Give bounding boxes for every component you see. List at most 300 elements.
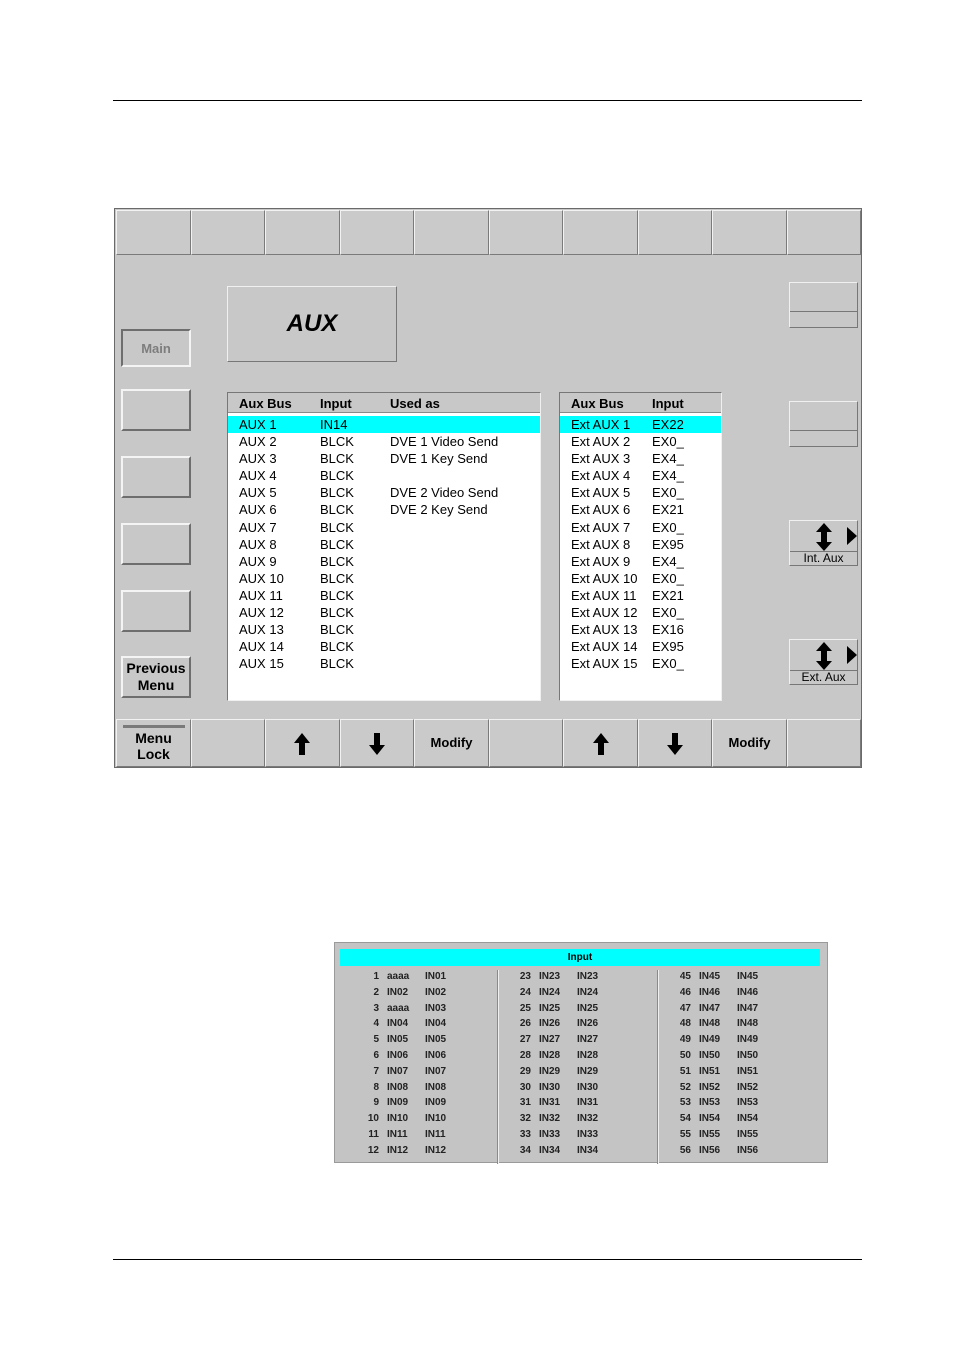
input-entry[interactable]	[665, 1096, 805, 1112]
int-aux-label: Int. Aux	[803, 551, 844, 565]
input-short-name: IN25	[539, 1002, 561, 1014]
ext-aux-row[interactable]	[560, 638, 721, 655]
top-soft-button-10[interactable]	[787, 210, 862, 255]
ext-aux-row[interactable]	[560, 416, 721, 433]
input-entry[interactable]	[353, 1017, 493, 1033]
input-long-name: IN50	[737, 1049, 759, 1061]
ext-input-cell: EX22	[652, 417, 684, 432]
input-number: 12	[367, 1144, 379, 1156]
aux-bus-cell: AUX 15	[239, 656, 284, 672]
ext-aux-row[interactable]	[560, 587, 721, 604]
used-as-cell: DVE 1 Video Send	[390, 434, 499, 450]
input-number: 2	[373, 986, 379, 998]
input-number: 28	[519, 1049, 531, 1061]
ext-aux-row[interactable]	[560, 450, 721, 467]
input-number: 33	[519, 1128, 531, 1140]
input-short-name: IN31	[539, 1097, 561, 1109]
ext-input-cell: EX0_	[652, 570, 684, 586]
int-scroll-up-button[interactable]	[265, 719, 340, 767]
ext-input-cell: EX95	[652, 536, 684, 552]
input-entry[interactable]	[665, 1144, 805, 1160]
input-entry[interactable]	[353, 1065, 493, 1081]
ext-aux-label: Ext. Aux	[801, 670, 846, 684]
input-number: 4	[373, 1018, 379, 1030]
int-aux-row[interactable]	[228, 536, 540, 553]
input-long-name: IN12	[425, 1144, 447, 1156]
input-long-name: IN09	[425, 1097, 447, 1109]
input-column-3	[665, 970, 805, 1160]
ext-aux-bus-cell: Ext AUX 1	[571, 417, 631, 432]
input-entry[interactable]	[353, 1144, 493, 1160]
input-number: 5	[373, 1034, 379, 1046]
input-number: 34	[519, 1144, 531, 1156]
ext-input-cell: EX21	[652, 502, 684, 518]
input-cell: BLCK	[320, 639, 354, 655]
int-aux-list[interactable]	[227, 392, 541, 701]
input-long-name: IN45	[737, 971, 759, 982]
ext-aux-row[interactable]	[560, 519, 721, 536]
int-aux-row[interactable]	[228, 416, 540, 433]
input-cell: BLCK	[320, 587, 354, 603]
main-button-label: Main	[141, 340, 171, 356]
ext-input-cell: EX0_	[652, 605, 684, 621]
input-long-name: IN54	[737, 1113, 759, 1125]
aux-bus-cell: AUX 8	[239, 536, 277, 552]
input-short-name: IN24	[539, 986, 561, 998]
input-long-name: IN48	[737, 1018, 759, 1030]
ext-aux-row[interactable]	[560, 484, 721, 501]
input-short-name: IN08	[387, 1081, 409, 1093]
input-long-name: IN02	[425, 986, 447, 998]
arrow-down-icon	[667, 733, 683, 755]
input-entry[interactable]	[505, 1081, 645, 1097]
input-column-2	[505, 970, 645, 1160]
input-short-name: IN29	[539, 1065, 561, 1077]
input-short-name: IN52	[699, 1081, 721, 1093]
ext-input-cell: EX0_	[652, 485, 684, 501]
input-cell: BLCK	[320, 451, 354, 467]
input-number: 46	[679, 986, 691, 998]
int-modify-button[interactable]	[414, 719, 489, 767]
input-long-name: IN47	[737, 1002, 759, 1014]
input-short-name: IN53	[699, 1097, 721, 1109]
input-short-name: IN05	[387, 1034, 409, 1046]
input-number: 3	[373, 1002, 379, 1014]
input-long-name: IN56	[737, 1144, 759, 1156]
input-long-name: IN51	[737, 1065, 759, 1077]
ext-input-cell: EX0_	[652, 656, 684, 672]
input-entry[interactable]	[505, 986, 645, 1002]
input-column-1	[353, 970, 493, 1160]
input-short-name: IN46	[699, 986, 721, 998]
ext-aux-bus-cell: Ext AUX 15	[571, 656, 638, 672]
ext-scroll-up-button[interactable]	[563, 719, 638, 767]
ext-aux-bus-cell: Ext AUX 3	[571, 451, 631, 467]
aux-bus-cell: AUX 7	[239, 519, 277, 535]
input-entry[interactable]	[505, 1033, 645, 1049]
input-entry[interactable]	[505, 1112, 645, 1128]
input-entry[interactable]	[353, 1128, 493, 1144]
ext-aux-button[interactable]	[789, 639, 858, 685]
int-aux-row[interactable]	[228, 484, 540, 501]
input-title: Input	[340, 949, 820, 966]
input-long-name: IN23	[577, 971, 599, 982]
input-long-name: IN33	[577, 1128, 599, 1140]
arrow-up-icon	[593, 733, 609, 755]
input-number: 7	[373, 1065, 379, 1077]
ext-aux-row[interactable]	[560, 604, 721, 621]
right-soft-button-2[interactable]	[789, 401, 858, 447]
input-long-name: IN04	[425, 1018, 447, 1030]
input-entry[interactable]	[505, 1002, 645, 1018]
aux-bus-cell: AUX 6	[239, 502, 277, 518]
col-header-ext-input: Input	[652, 396, 684, 411]
ext-aux-row[interactable]	[560, 536, 721, 553]
input-short-name: IN56	[699, 1144, 721, 1156]
bottom-soft-button-2[interactable]	[489, 719, 563, 767]
input-short-name: IN23	[539, 971, 561, 982]
input-cell: BLCK	[320, 485, 354, 501]
ext-aux-row[interactable]	[560, 570, 721, 587]
int-scroll-down-button[interactable]	[340, 719, 414, 767]
input-entry[interactable]	[665, 1112, 805, 1128]
top-soft-button-9[interactable]	[712, 210, 787, 255]
col-header-input: Input	[320, 396, 352, 411]
aux-bus-cell: AUX 13	[239, 622, 284, 638]
previous-menu-label: Previous Menu	[126, 660, 186, 693]
ext-aux-bus-cell: Ext AUX 8	[571, 536, 631, 552]
input-entry[interactable]	[665, 1049, 805, 1065]
expand-right-icon	[847, 527, 857, 545]
ext-input-cell: EX21	[652, 587, 684, 603]
int-aux-row[interactable]	[228, 604, 540, 621]
input-entry[interactable]	[505, 1065, 645, 1081]
ext-aux-bus-cell: Ext AUX 5	[571, 485, 631, 501]
ext-aux-bus-cell: Ext AUX 4	[571, 468, 631, 484]
used-as-cell: DVE 2 Video Send	[390, 485, 499, 501]
bottom-soft-button-3[interactable]	[787, 719, 861, 767]
input-short-name: IN04	[387, 1018, 409, 1030]
header-rule	[113, 100, 862, 101]
col-header-aux-bus: Aux Bus	[239, 396, 292, 411]
input-long-name: IN24	[577, 986, 599, 998]
input-selection-panel	[334, 942, 828, 1163]
input-long-name: IN52	[737, 1081, 759, 1093]
input-entry[interactable]	[505, 1096, 645, 1112]
top-soft-button-8[interactable]	[638, 210, 713, 255]
input-long-name: IN53	[737, 1097, 759, 1109]
left-soft-button-3[interactable]	[121, 523, 191, 565]
input-entry[interactable]	[353, 1112, 493, 1128]
menu-title	[227, 286, 397, 362]
aux-bus-cell: AUX 5	[239, 485, 277, 501]
input-long-name: IN49	[737, 1034, 759, 1046]
input-entry[interactable]	[505, 1017, 645, 1033]
col-header-ext-aux-bus: Aux Bus	[571, 396, 624, 411]
input-entry[interactable]	[665, 1002, 805, 1018]
ext-aux-bus-cell: Ext AUX 2	[571, 434, 631, 450]
ext-aux-bus-cell: Ext AUX 6	[571, 502, 631, 518]
arrow-up-icon	[294, 733, 310, 755]
input-short-name: IN12	[387, 1144, 409, 1156]
ext-aux-bus-cell: Ext AUX 11	[571, 587, 637, 603]
int-aux-row[interactable]	[228, 587, 540, 604]
aux-bus-cell: AUX 14	[239, 639, 284, 655]
ext-input-cell: EX16	[652, 622, 684, 638]
aux-bus-cell: AUX 1	[239, 417, 277, 432]
input-entry[interactable]	[505, 970, 645, 986]
input-number: 26	[519, 1018, 531, 1030]
input-entry[interactable]	[665, 1065, 805, 1081]
ext-aux-row[interactable]	[560, 553, 721, 570]
input-number: 29	[519, 1065, 531, 1077]
input-short-name: IN26	[539, 1018, 561, 1030]
input-cell: BLCK	[320, 622, 354, 638]
ext-aux-rows	[560, 413, 721, 672]
input-long-name: IN55	[737, 1128, 759, 1140]
input-number: 49	[679, 1034, 691, 1046]
ext-aux-row[interactable]	[560, 655, 721, 672]
input-long-name: IN29	[577, 1065, 599, 1077]
input-short-name: IN51	[699, 1065, 721, 1077]
input-short-name: aaaa	[387, 971, 410, 982]
menu-lock-button[interactable]	[116, 719, 191, 767]
input-number: 45	[679, 971, 691, 982]
input-long-name: IN31	[577, 1097, 599, 1109]
input-number: 54	[679, 1113, 691, 1125]
input-short-name: aaaa	[387, 1002, 410, 1014]
input-entry[interactable]	[353, 1081, 493, 1097]
input-entry[interactable]	[353, 1033, 493, 1049]
int-aux-row[interactable]	[228, 433, 540, 450]
input-entry[interactable]	[353, 1002, 493, 1018]
input-cell: BLCK	[320, 553, 354, 569]
ext-aux-bus-cell: Ext AUX 9	[571, 553, 631, 569]
input-long-name: IN05	[425, 1034, 447, 1046]
aux-bus-cell: AUX 10	[239, 570, 284, 586]
left-soft-button-2[interactable]	[121, 456, 191, 498]
input-long-name: IN46	[737, 986, 759, 998]
ext-aux-list-header	[560, 393, 721, 413]
input-long-name: IN26	[577, 1018, 599, 1030]
ext-input-cell: EX95	[652, 639, 684, 655]
main-button[interactable]	[121, 329, 191, 367]
input-cell: IN14	[320, 417, 348, 432]
input-entry[interactable]	[353, 1096, 493, 1112]
aux-bus-cell: AUX 11	[239, 587, 283, 603]
input-long-name: IN11	[425, 1128, 446, 1140]
aux-bus-cell: AUX 9	[239, 553, 277, 569]
input-long-name: IN07	[425, 1065, 447, 1077]
used-as-cell: DVE 2 Key Send	[390, 502, 488, 518]
input-entry[interactable]	[665, 970, 805, 986]
ext-input-cell: EX4_	[652, 451, 684, 467]
input-short-name: IN50	[699, 1049, 721, 1061]
ext-aux-list[interactable]	[559, 392, 722, 701]
input-entry[interactable]	[665, 1081, 805, 1097]
arrow-down-icon	[369, 733, 385, 755]
right-soft-button-1[interactable]	[789, 282, 858, 328]
aux-bus-cell: AUX 4	[239, 468, 277, 484]
int-aux-row[interactable]	[228, 621, 540, 638]
input-entry[interactable]	[665, 1033, 805, 1049]
left-soft-button-4[interactable]	[121, 590, 191, 632]
input-cell: BLCK	[320, 656, 354, 672]
input-short-name: IN27	[539, 1034, 561, 1046]
aux-bus-cell: AUX 12	[239, 605, 284, 621]
input-short-name: IN33	[539, 1128, 561, 1140]
input-short-name: IN47	[699, 1002, 721, 1014]
input-number: 9	[373, 1097, 379, 1109]
ext-aux-bus-cell: Ext AUX 7	[571, 519, 631, 535]
previous-menu-button[interactable]	[121, 656, 191, 698]
input-short-name: IN49	[699, 1034, 721, 1046]
aux-bus-cell: AUX 3	[239, 451, 277, 467]
input-short-name: IN34	[539, 1144, 561, 1156]
top-soft-button-3[interactable]	[265, 210, 340, 255]
int-aux-row[interactable]	[228, 655, 540, 672]
input-short-name: IN55	[699, 1128, 721, 1140]
input-number: 50	[679, 1049, 691, 1061]
input-number: 11	[368, 1128, 379, 1140]
top-soft-button-1[interactable]	[116, 210, 191, 255]
input-entry[interactable]	[505, 1128, 645, 1144]
expand-right-icon	[847, 646, 857, 664]
input-short-name: IN06	[387, 1049, 409, 1061]
col-header-used-as: Used as	[390, 396, 440, 411]
input-number: 32	[519, 1113, 531, 1125]
left-soft-button-1[interactable]	[121, 389, 191, 431]
input-number: 8	[373, 1081, 379, 1093]
input-number: 30	[519, 1081, 531, 1093]
int-aux-row[interactable]	[228, 553, 540, 570]
ext-input-cell: EX4_	[652, 468, 684, 484]
input-long-name: IN01	[425, 971, 447, 982]
aux-menu-panel	[114, 208, 862, 768]
input-number: 6	[373, 1049, 379, 1061]
top-soft-button-6[interactable]	[489, 210, 564, 255]
ext-aux-row[interactable]	[560, 501, 721, 518]
input-short-name: IN45	[699, 971, 721, 982]
int-aux-row[interactable]	[228, 501, 540, 518]
input-number: 25	[519, 1002, 531, 1014]
ext-input-cell: EX0_	[652, 519, 684, 535]
ext-aux-bus-cell: Ext AUX 14	[571, 639, 638, 655]
input-long-name: IN10	[425, 1113, 447, 1125]
int-aux-list-header	[228, 393, 540, 413]
input-number: 10	[367, 1113, 379, 1125]
used-as-cell: DVE 1 Key Send	[390, 451, 488, 467]
ext-input-cell: EX4_	[652, 553, 684, 569]
input-number: 53	[679, 1097, 691, 1109]
int-aux-row[interactable]	[228, 638, 540, 655]
ext-aux-bus-cell: Ext AUX 12	[571, 605, 638, 621]
input-entry[interactable]	[353, 986, 493, 1002]
input-long-name: IN28	[577, 1049, 599, 1061]
input-short-name: IN32	[539, 1113, 561, 1125]
input-long-name: IN30	[577, 1081, 599, 1093]
int-aux-rows	[228, 413, 540, 672]
int-aux-button[interactable]	[789, 520, 858, 566]
input-entry[interactable]	[505, 1144, 645, 1160]
input-number: 1	[373, 971, 379, 982]
ext-input-cell: EX0_	[652, 434, 684, 450]
ext-modify-label: Modify	[728, 735, 771, 750]
input-long-name: IN25	[577, 1002, 599, 1014]
input-cell: BLCK	[320, 519, 354, 535]
input-short-name: IN30	[539, 1081, 561, 1093]
input-short-name: IN09	[387, 1097, 409, 1109]
menu-lock-label: Menu Lock	[135, 730, 172, 762]
input-short-name: IN02	[387, 986, 409, 998]
input-entry[interactable]	[665, 1128, 805, 1144]
int-modify-label: Modify	[430, 735, 473, 750]
input-cell: BLCK	[320, 536, 354, 552]
column-divider	[657, 970, 659, 1164]
ext-aux-bus-cell: Ext AUX 10	[571, 570, 638, 586]
int-aux-row[interactable]	[228, 467, 540, 484]
input-long-name: IN34	[577, 1144, 599, 1156]
ext-aux-row[interactable]	[560, 467, 721, 484]
input-number: 56	[679, 1144, 691, 1156]
menu-title-text: AUX	[286, 310, 338, 337]
input-number: 47	[679, 1002, 691, 1014]
input-entry[interactable]	[505, 1049, 645, 1065]
input-number: 55	[679, 1128, 691, 1140]
input-entry[interactable]	[353, 1049, 493, 1065]
input-short-name: IN07	[387, 1065, 409, 1077]
input-number: 48	[679, 1018, 691, 1030]
ext-modify-button[interactable]	[712, 719, 787, 767]
ext-aux-bus-cell: Ext AUX 13	[571, 622, 638, 638]
input-entry[interactable]	[665, 986, 805, 1002]
column-divider	[497, 970, 499, 1164]
input-number: 51	[679, 1065, 691, 1077]
top-soft-button-4[interactable]	[340, 210, 415, 255]
bottom-soft-button-1[interactable]	[191, 719, 265, 767]
input-long-name: IN03	[425, 1002, 447, 1014]
int-aux-row[interactable]	[228, 450, 540, 467]
input-number: 27	[519, 1034, 531, 1046]
input-entry[interactable]	[665, 1017, 805, 1033]
input-cell: BLCK	[320, 570, 354, 586]
input-short-name: IN54	[699, 1113, 721, 1125]
input-long-name: IN32	[577, 1113, 599, 1125]
top-soft-button-5[interactable]	[414, 210, 489, 255]
ext-aux-row[interactable]	[560, 433, 721, 450]
ext-scroll-down-button[interactable]	[638, 719, 712, 767]
footer-rule	[113, 1259, 862, 1260]
up-down-arrow-icon	[814, 642, 834, 670]
input-long-name: IN06	[425, 1049, 447, 1061]
input-number: 52	[679, 1081, 691, 1093]
top-soft-button-7[interactable]	[563, 210, 638, 255]
int-aux-row[interactable]	[228, 519, 540, 536]
int-aux-row[interactable]	[228, 570, 540, 587]
input-long-name: IN27	[577, 1034, 599, 1046]
input-cell: BLCK	[320, 434, 354, 450]
input-entry[interactable]	[353, 970, 493, 986]
input-short-name: IN11	[387, 1128, 408, 1140]
input-number: 31	[519, 1097, 531, 1109]
input-cell: BLCK	[320, 605, 354, 621]
input-long-name: IN08	[425, 1081, 447, 1093]
top-soft-button-2[interactable]	[191, 210, 266, 255]
input-number: 24	[519, 986, 531, 998]
ext-aux-row[interactable]	[560, 621, 721, 638]
input-cell: BLCK	[320, 502, 354, 518]
input-cell: BLCK	[320, 468, 354, 484]
